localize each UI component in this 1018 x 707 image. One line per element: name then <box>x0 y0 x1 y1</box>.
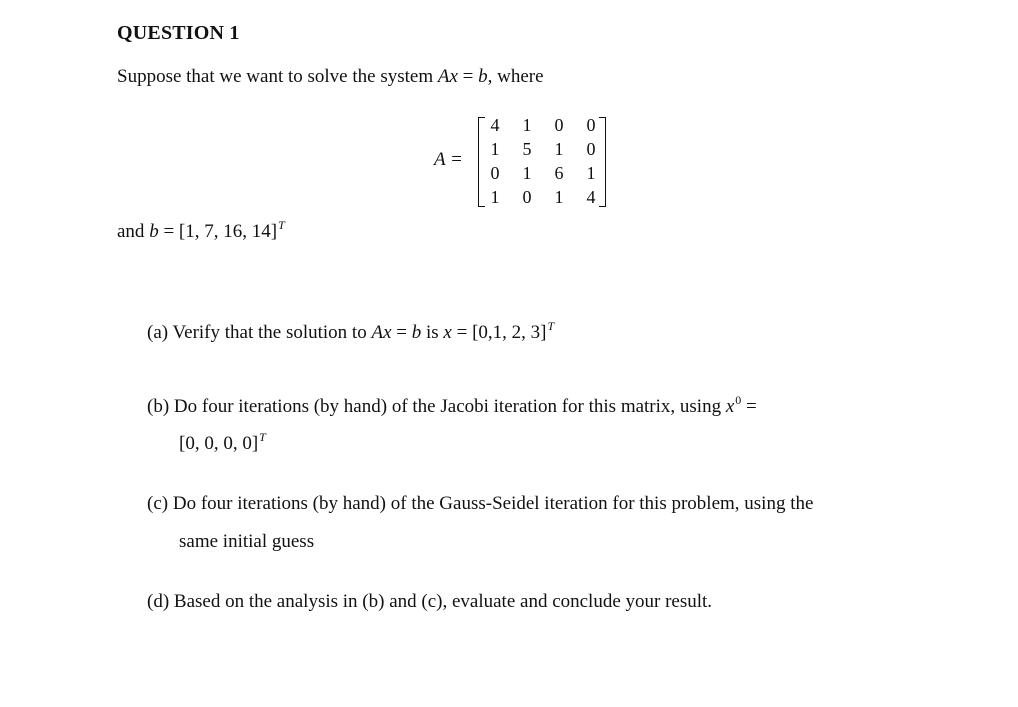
matrix-cell: 4 <box>586 187 596 207</box>
intro-text-end: , where <box>487 66 544 87</box>
matrix-cell: 1 <box>522 163 532 183</box>
part-a-math-ax: Ax <box>371 322 392 343</box>
matrix-cell: 1 <box>490 187 500 207</box>
intro-line <box>117 66 544 88</box>
matrix-cell: 1 <box>490 139 500 159</box>
matrix-cell: 1 <box>554 139 564 159</box>
part-a-text: Verify that the solution to <box>172 322 372 343</box>
part-a-text2: is <box>421 322 444 343</box>
matrix-cell: 0 <box>586 139 596 159</box>
part-c <box>147 493 813 515</box>
b-def-text: and <box>117 221 150 242</box>
matrix-label: A = <box>434 149 463 170</box>
part-b-sup0: 0 <box>735 393 742 407</box>
part-a-label: (a) <box>147 322 169 343</box>
b-def-eq: = [1, 7, 16, 14] <box>158 221 278 242</box>
matrix-cell: 0 <box>586 115 596 135</box>
part-a-sup: T <box>547 319 555 333</box>
matrix-grid <box>485 115 601 209</box>
part-c-text: Do four iterations (by hand) of the Gauss-Seidel iteration for this problem, using the <box>172 493 814 514</box>
question-title: QUESTION 1 <box>117 22 240 44</box>
matrix-cell: 0 <box>554 115 564 135</box>
matrix-cell: 0 <box>522 187 532 207</box>
part-b <box>147 393 757 418</box>
part-b-sup-t: T <box>259 430 266 444</box>
matrix-cell: 6 <box>554 163 564 183</box>
matrix-a <box>478 115 606 209</box>
part-a-eq1: = <box>391 322 412 343</box>
part-c-label: (c) <box>147 493 169 514</box>
b-def-sup: T <box>278 218 285 232</box>
part-b-eq: = <box>741 396 757 417</box>
b-definition <box>117 218 285 243</box>
part-a-math-b: b <box>411 322 422 343</box>
part-c-text2: same initial guess <box>179 531 315 552</box>
intro-text: Suppose that we want to solve the system <box>117 66 438 87</box>
matrix-cell: 0 <box>490 163 500 183</box>
intro-math-ax: Ax <box>437 66 458 87</box>
matrix-cell: 1 <box>522 115 532 135</box>
part-b-label: (b) <box>147 396 170 417</box>
matrix-cell: 1 <box>586 163 596 183</box>
part-c-line2 <box>179 531 314 553</box>
b-def-var: b <box>149 221 159 242</box>
intro-math-b: b <box>478 66 488 87</box>
part-b-line2 <box>179 430 266 455</box>
part-a <box>147 319 555 344</box>
part-a-eq2: = [0,1, 2, 3] <box>451 322 547 343</box>
matrix-left-bracket <box>478 117 485 207</box>
matrix-cell: 1 <box>554 187 564 207</box>
part-d <box>147 591 712 613</box>
matrix-right-bracket <box>599 117 606 207</box>
part-d-label: (d) <box>147 591 170 612</box>
part-d-text: Based on the analysis in (b) and (c), evaluate and conclude your result. <box>173 591 713 612</box>
part-b-text: Do four iterations (by hand) of the Jacobi iteration for this matrix, using <box>173 396 726 417</box>
intro-eq: = <box>457 66 479 87</box>
part-b-vector: [0, 0, 0, 0] <box>179 433 259 454</box>
matrix-cell: 5 <box>522 139 532 159</box>
part-b-math-x: x <box>725 396 735 417</box>
part-a-math-x: x <box>443 322 452 343</box>
matrix-cell: 4 <box>490 115 500 135</box>
